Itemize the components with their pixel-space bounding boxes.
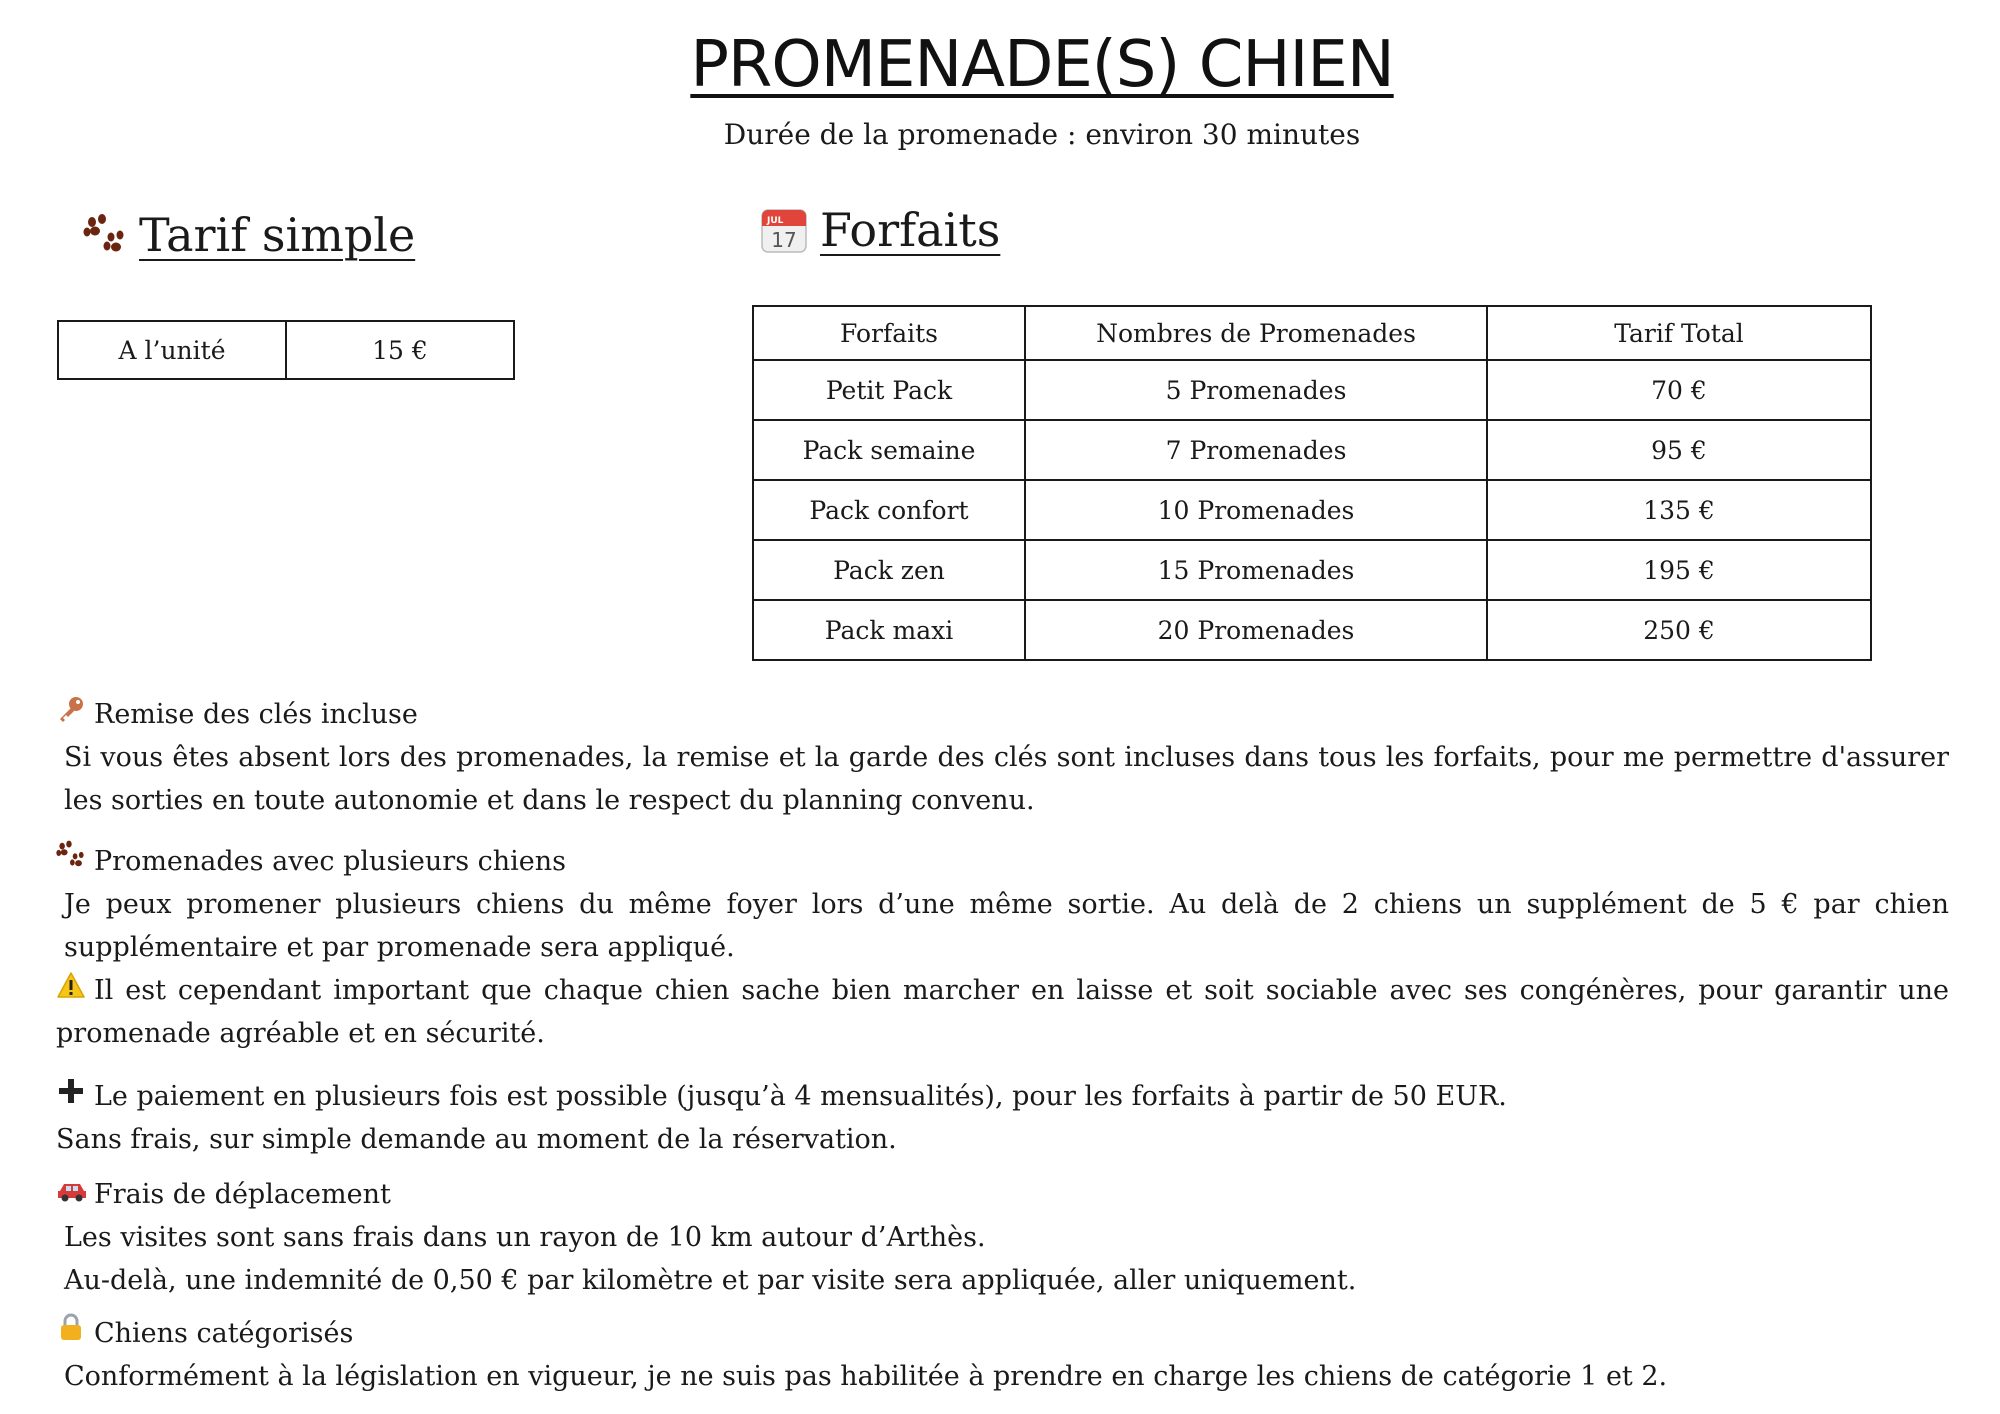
table-row bbox=[753, 540, 1871, 600]
pack-name: Petit Pack bbox=[753, 360, 1025, 420]
multi-dogs-heading bbox=[56, 840, 1949, 883]
multi-dogs-warning bbox=[56, 969, 1949, 1055]
table-row bbox=[58, 321, 514, 379]
tarif-simple-table bbox=[57, 320, 515, 380]
pack-count: 5 Promenades bbox=[1025, 360, 1487, 420]
pack-name: Pack confort bbox=[753, 480, 1025, 540]
travel-line-2: Au-delà, une indemnité de 0,50 € par kilomètre et par visite sera appliquée, aller uniquement. bbox=[64, 1265, 1357, 1296]
pack-count: 15 Promenades bbox=[1025, 540, 1487, 600]
travel-line-1: Les visites sont sans frais dans un rayon de 10 km autour d’Arthès. bbox=[64, 1222, 986, 1253]
categorized-heading bbox=[56, 1312, 1949, 1355]
lock-icon bbox=[56, 1312, 86, 1355]
column-header: Nombres de Promenades bbox=[1025, 306, 1487, 360]
travel-section bbox=[56, 1173, 1949, 1302]
forfaits-title: Forfaits bbox=[820, 203, 1001, 257]
pack-price: 95 € bbox=[1487, 420, 1871, 480]
unit-label: A l’unité bbox=[58, 321, 286, 379]
pack-price: 135 € bbox=[1487, 480, 1871, 540]
paw-icon bbox=[56, 840, 86, 883]
table-row bbox=[753, 420, 1871, 480]
payment-line-1 bbox=[56, 1075, 1949, 1118]
tarif-simple-heading bbox=[83, 208, 415, 262]
keys-title: Remise des clés incluse bbox=[94, 699, 418, 730]
keys-section bbox=[56, 693, 1949, 822]
tarif-simple-title: Tarif simple bbox=[139, 208, 416, 262]
table-row bbox=[753, 480, 1871, 540]
pack-name: Pack semaine bbox=[753, 420, 1025, 480]
categorized-text: Conformément à la législation en vigueur, je ne suis pas habilitée à prendre en charge les chiens de catégorie 1 et 2. bbox=[64, 1361, 1668, 1392]
pack-price: 70 € bbox=[1487, 360, 1871, 420]
categorized-section bbox=[56, 1312, 1949, 1398]
categorized-title: Chiens catégorisés bbox=[94, 1318, 354, 1349]
pack-price: 250 € bbox=[1487, 600, 1871, 660]
forfaits-heading bbox=[760, 203, 1000, 257]
page-subtitle: Durée de la promenade : environ 30 minutes bbox=[723, 118, 1361, 151]
column-header: Forfaits bbox=[753, 306, 1025, 360]
page-title: PROMENADE(S) CHIEN bbox=[690, 28, 1394, 102]
pack-name: Pack zen bbox=[753, 540, 1025, 600]
column-header: Tarif Total bbox=[1487, 306, 1871, 360]
travel-title: Frais de déplacement bbox=[94, 1179, 391, 1210]
payment-section bbox=[56, 1075, 1949, 1161]
multi-dogs-title: Promenades avec plusieurs chiens bbox=[94, 846, 567, 877]
pack-count: 20 Promenades bbox=[1025, 600, 1487, 660]
warning-icon bbox=[56, 969, 86, 1012]
table-row bbox=[753, 360, 1871, 420]
paw-icon bbox=[83, 213, 127, 257]
table-header-row bbox=[753, 306, 1871, 360]
keys-heading bbox=[56, 693, 1949, 736]
payment-text: Le paiement en plusieurs fois est possible (jusqu’à 4 mensualités), pour les forfaits à partir de 50 EUR. bbox=[94, 1081, 1507, 1112]
pack-count: 7 Promenades bbox=[1025, 420, 1487, 480]
key-icon bbox=[56, 693, 86, 736]
travel-heading bbox=[56, 1173, 1949, 1216]
forfaits-table bbox=[752, 305, 1872, 661]
multi-dogs-text: Je peux promener plusieurs chiens du même foyer lors d’une même sortie. Au delà de 2 chiens un supplément de 5 € par chien supplémentaire et par promenade sera appliqué. bbox=[64, 889, 1949, 963]
keys-text: Si vous êtes absent lors des promenades, la remise et la garde des clés sont incluses dans tous les forfaits, pour me permettre d'assurer les sorties en toute autonomie et dans le respect du planning convenu. bbox=[64, 742, 1949, 816]
car-icon bbox=[56, 1173, 86, 1216]
pack-price: 195 € bbox=[1487, 540, 1871, 600]
pack-name: Pack maxi bbox=[753, 600, 1025, 660]
multi-dogs-section bbox=[56, 840, 1949, 1055]
svg-text:17: 17 bbox=[771, 228, 797, 252]
calendar-icon bbox=[760, 206, 808, 254]
svg-text:JUL: JUL bbox=[767, 216, 784, 226]
warning-text: Il est cependant important que chaque chien sache bien marcher en laisse et soit sociable avec ses congénères, pour garantir une promenade agréable et en sécurité. bbox=[56, 975, 1949, 1049]
table-row bbox=[753, 600, 1871, 660]
plus-icon bbox=[56, 1075, 86, 1118]
unit-price: 15 € bbox=[286, 321, 514, 379]
pack-count: 10 Promenades bbox=[1025, 480, 1487, 540]
payment-line-2: Sans frais, sur simple demande au moment de la réservation. bbox=[56, 1124, 897, 1155]
